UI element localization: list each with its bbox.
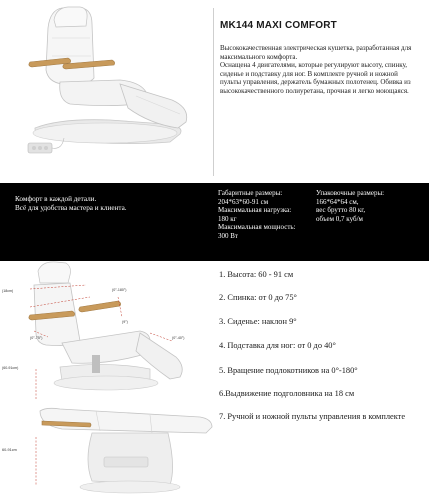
- feature-item-seat: 3. Сиденье: наклон 9°: [219, 317, 297, 326]
- product-description: [220, 44, 420, 96]
- label-legs: (0°-40°): [172, 336, 185, 340]
- hero-section: [0, 0, 429, 183]
- spec-packaging-volume: объем 0,7 куб/м: [316, 214, 363, 223]
- spec-packaging-size: 166*64*64 см,: [316, 197, 359, 206]
- specs-band: [0, 183, 429, 261]
- spec-dimensions-value: 204*63*60-91 см: [218, 197, 269, 206]
- label-armrest: (0°-180°): [112, 288, 127, 292]
- features-section: [0, 261, 429, 500]
- feature-item-height: 1. Высота: 60 - 91 см: [219, 270, 294, 279]
- feature-item-armrest: 5. Вращение подлокотников на 0°-180°: [219, 366, 358, 375]
- label-back: (0°-75°): [30, 336, 43, 340]
- spec-power-label: Максимальная мощность:: [218, 223, 296, 232]
- spec-dimensions-label: Габаритные размеры:: [218, 189, 283, 197]
- spec-load-value: 180 кг: [218, 214, 237, 223]
- spec-load-label: Максимальная нагрузка:: [218, 206, 292, 215]
- spec-power-value: 300 Вт: [218, 231, 238, 240]
- specs-packaging: [316, 189, 424, 223]
- product-title: MK144 MAXI COMFORT: [220, 20, 337, 31]
- label-seat: (9°): [122, 320, 128, 324]
- chair-photo-top: [0, 0, 210, 183]
- spec-packaging-label: Упаковочные размеры:: [316, 189, 385, 197]
- tagline: [15, 195, 195, 213]
- description-details: Оснащена 4 двигателями, которые регулируют высоту, спинку, сиденье и подставку для ног. В комплекте ручной и ножной пульты управления, держатель бумажных полотенец. Обивка из высококачественного полиуретана, прочная и легко моющаяся.: [220, 61, 411, 95]
- chair-diagram: [0, 261, 215, 500]
- label-headrest: (18cm): [2, 289, 14, 293]
- spec-packaging-weight: вес брутто 80 кг,: [316, 206, 366, 215]
- feature-item-headrest: 6.Выдвижение подголовника на 18 см: [219, 389, 355, 398]
- description-intro: Высококачественная электрическая кушетка, разработанная для максимального комфорта.: [220, 44, 412, 61]
- feature-item-controls: 7. Ручной и ножной пульты управления в комплекте: [219, 412, 406, 421]
- label-height-bottom: 60-91cm: [2, 448, 17, 452]
- tagline-line-2: Всё для удобства мастера и клиента.: [15, 204, 127, 212]
- feature-item-back: 2. Спинка: от 0 до 75°: [219, 293, 297, 302]
- vertical-divider: [213, 8, 214, 176]
- tagline-line-1: Комфорт в каждой детали.: [15, 195, 97, 203]
- feature-item-legs: 4. Подставка для ног: от 0 до 40°: [219, 341, 336, 350]
- specs-dimensions: [218, 189, 310, 241]
- label-height-top: (60-91cm): [2, 366, 19, 370]
